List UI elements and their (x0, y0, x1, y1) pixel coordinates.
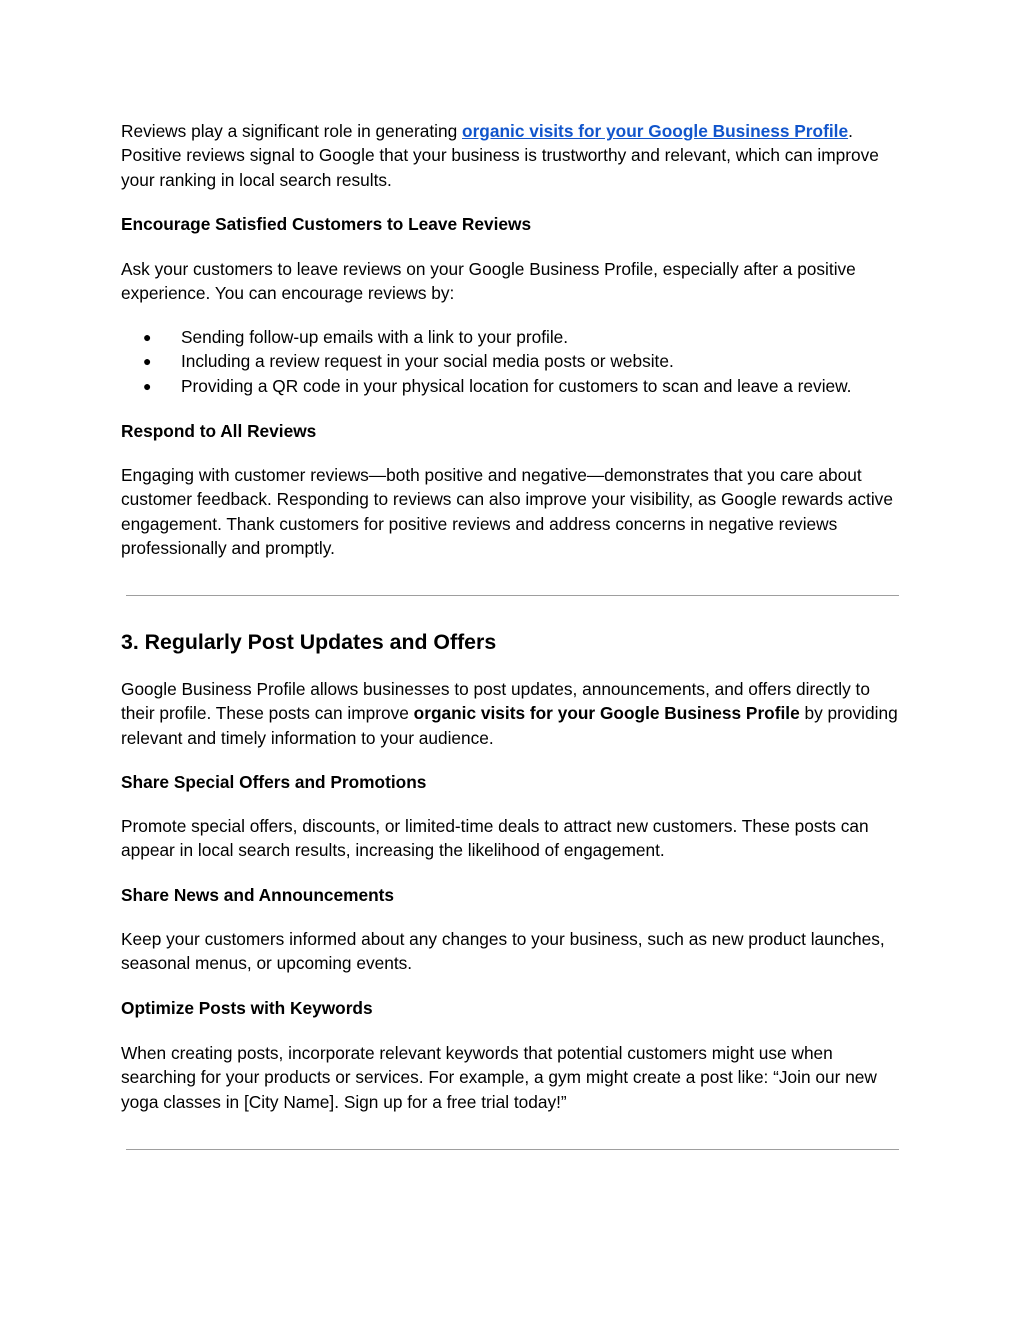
news-heading: Share News and Announcements (121, 885, 395, 905)
intro-text-after-link: . (848, 121, 853, 141)
section-divider (126, 595, 899, 596)
list-item (121, 374, 906, 398)
encourage-paragraph: Ask your customers to leave reviews on your Google Business Profile, especially after a positive experience. You can encourage reviews by: (121, 259, 856, 304)
list-item (121, 349, 906, 373)
intro-text-before-link: Reviews play a significant role in generating (121, 121, 463, 141)
bullet-text: Providing a QR code in your physical location for customers to scan and leave a review. (181, 375, 852, 396)
section-3-intro-paragraph (121, 677, 906, 750)
bullet-icon: ● (143, 353, 152, 370)
section-3-title: 3. Regularly Post Updates and Offers (121, 630, 497, 654)
offers-paragraph: Promote special offers, discounts, or limited-time deals to attract new customers. These posts can appear in local search results, increasing the likelihood of engagement. (121, 816, 869, 861)
section-3-intro-before: Google Business Profile allows businesses to post updates, announcements, and offers directly to their profile. These posts can improve (121, 679, 870, 724)
bullet-icon: ● (143, 377, 152, 394)
section-3-intro-after: by providing relevant and timely information to your audience. (121, 703, 898, 748)
intro-text-line2: Positive reviews signal to Google that your business is trustworthy and relevant, which can improve your ranking in local search results. (121, 145, 879, 190)
encourage-heading: Encourage Satisfied Customers to Leave Reviews (121, 214, 532, 234)
respond-paragraph: Engaging with customer reviews—both positive and negative—demonstrates that you care about customer feedback. Responding to reviews can also improve your visibility, as Google rewards active engagement. Thank customers for positive reviews and address concerns in negative reviews professionally and promptly. (121, 465, 893, 558)
bullet-icon: ● (143, 329, 152, 345)
list-item (121, 325, 906, 349)
offers-heading: Share Special Offers and Promotions (121, 772, 427, 792)
news-paragraph: Keep your customers informed about any changes to your business, such as new product launches, seasonal menus, or upcoming events. (121, 929, 885, 974)
organic-visits-link[interactable]: organic visits for your Google Business Profile (462, 121, 849, 141)
respond-heading: Respond to All Reviews (121, 421, 317, 441)
bullet-text: Including a review request in your social media posts or website. (181, 351, 674, 372)
encourage-bullet-list (121, 325, 906, 398)
section-3-intro-bold: organic visits for your Google Business Profile (413, 703, 800, 724)
keywords-paragraph: When creating posts, incorporate relevant keywords that potential customers might use when searching for your products or services. For example, a gym might create a post like: “Join our new yoga classes in [City Name]. Sign up for a free trial today!” (121, 1043, 877, 1112)
bullet-text: Sending follow-up emails with a link to your profile. (181, 327, 569, 347)
keywords-heading: Optimize Posts with Keywords (121, 998, 373, 1018)
section-divider (126, 1149, 899, 1150)
intro-paragraph (121, 119, 906, 192)
